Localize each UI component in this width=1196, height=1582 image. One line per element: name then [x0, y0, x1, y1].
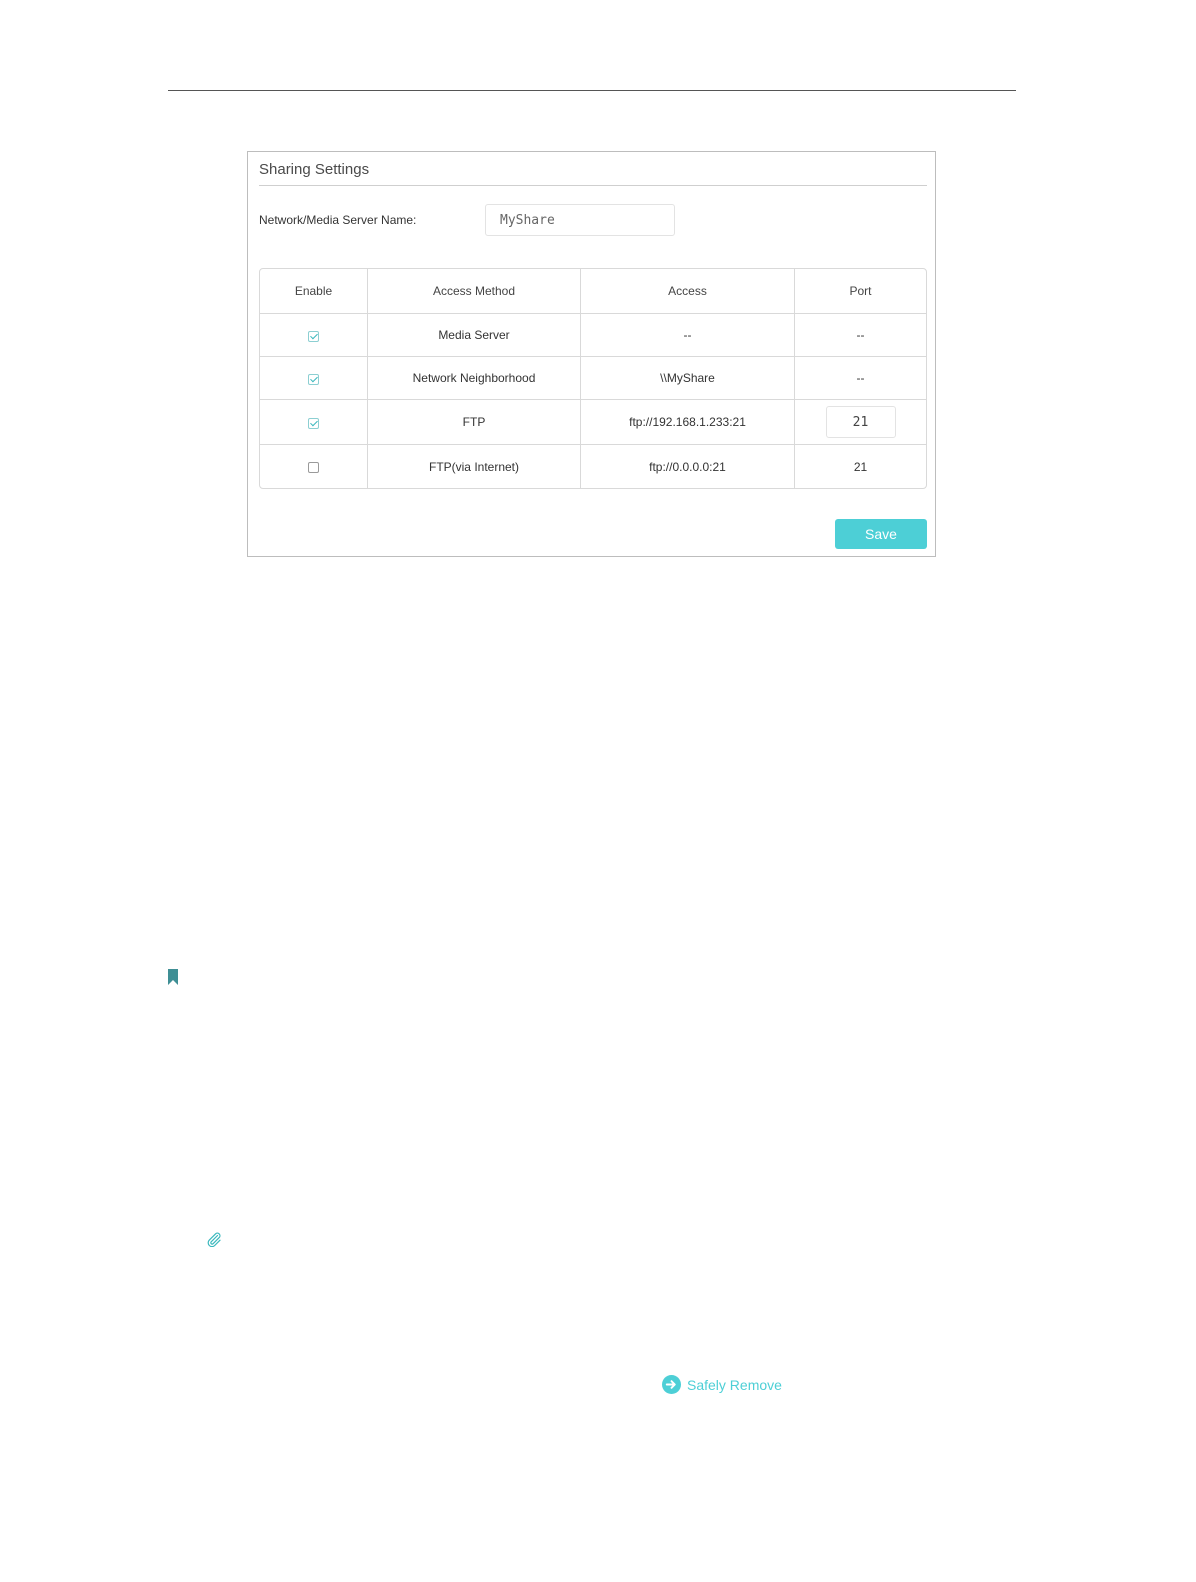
arrow-right-circle-icon: [662, 1375, 681, 1394]
table-header-row: [260, 269, 926, 313]
table-row-network-neighborhood: [260, 356, 926, 399]
access-ftp-via-internet: ftp://0.0.0.0:21: [580, 445, 794, 488]
method-network-neighborhood: Network Neighborhood: [367, 357, 580, 399]
panel-title-divider: [259, 185, 927, 186]
panel-title: Sharing Settings: [259, 161, 370, 178]
access-ftp: ftp://192.168.1.233:21: [580, 400, 794, 444]
table-row-media-server: [260, 313, 926, 356]
page-header-rule: [168, 90, 1016, 91]
access-methods-table: [259, 268, 927, 489]
header-enable: Enable: [294, 284, 333, 298]
access-media-server: --: [580, 314, 794, 356]
table-row-ftp-via-internet: [260, 444, 926, 488]
method-media-server: Media Server: [367, 314, 580, 356]
header-access-method: Access Method: [367, 269, 580, 313]
header-access: Access: [580, 269, 794, 313]
bookmark-icon: [168, 969, 178, 985]
method-ftp-via-internet: FTP(via Internet): [367, 445, 580, 488]
enable-checkbox-media-server[interactable]: [308, 331, 319, 342]
enable-checkbox-network-neighborhood[interactable]: [308, 374, 319, 385]
access-network-neighborhood: \\MyShare: [580, 357, 794, 399]
port-network-neighborhood: --: [794, 357, 926, 399]
save-button[interactable]: Save: [835, 519, 927, 549]
safely-remove-label: Safely Remove: [687, 1376, 782, 1393]
header-port: Port: [794, 269, 926, 313]
method-ftp: FTP: [367, 400, 580, 444]
server-name-label: Network/Media Server Name:: [259, 213, 417, 227]
port-ftp-via-internet: 21: [794, 445, 926, 488]
port-media-server: --: [794, 314, 926, 356]
paperclip-icon: [206, 1231, 222, 1247]
server-name-input[interactable]: [485, 204, 675, 236]
enable-checkbox-ftp-via-internet[interactable]: [308, 462, 319, 473]
sharing-settings-panel: [247, 151, 936, 557]
enable-checkbox-ftp[interactable]: [308, 418, 319, 429]
table-row-ftp: [260, 399, 926, 444]
safely-remove-button[interactable]: [662, 1375, 782, 1394]
ftp-port-input[interactable]: [826, 406, 896, 438]
